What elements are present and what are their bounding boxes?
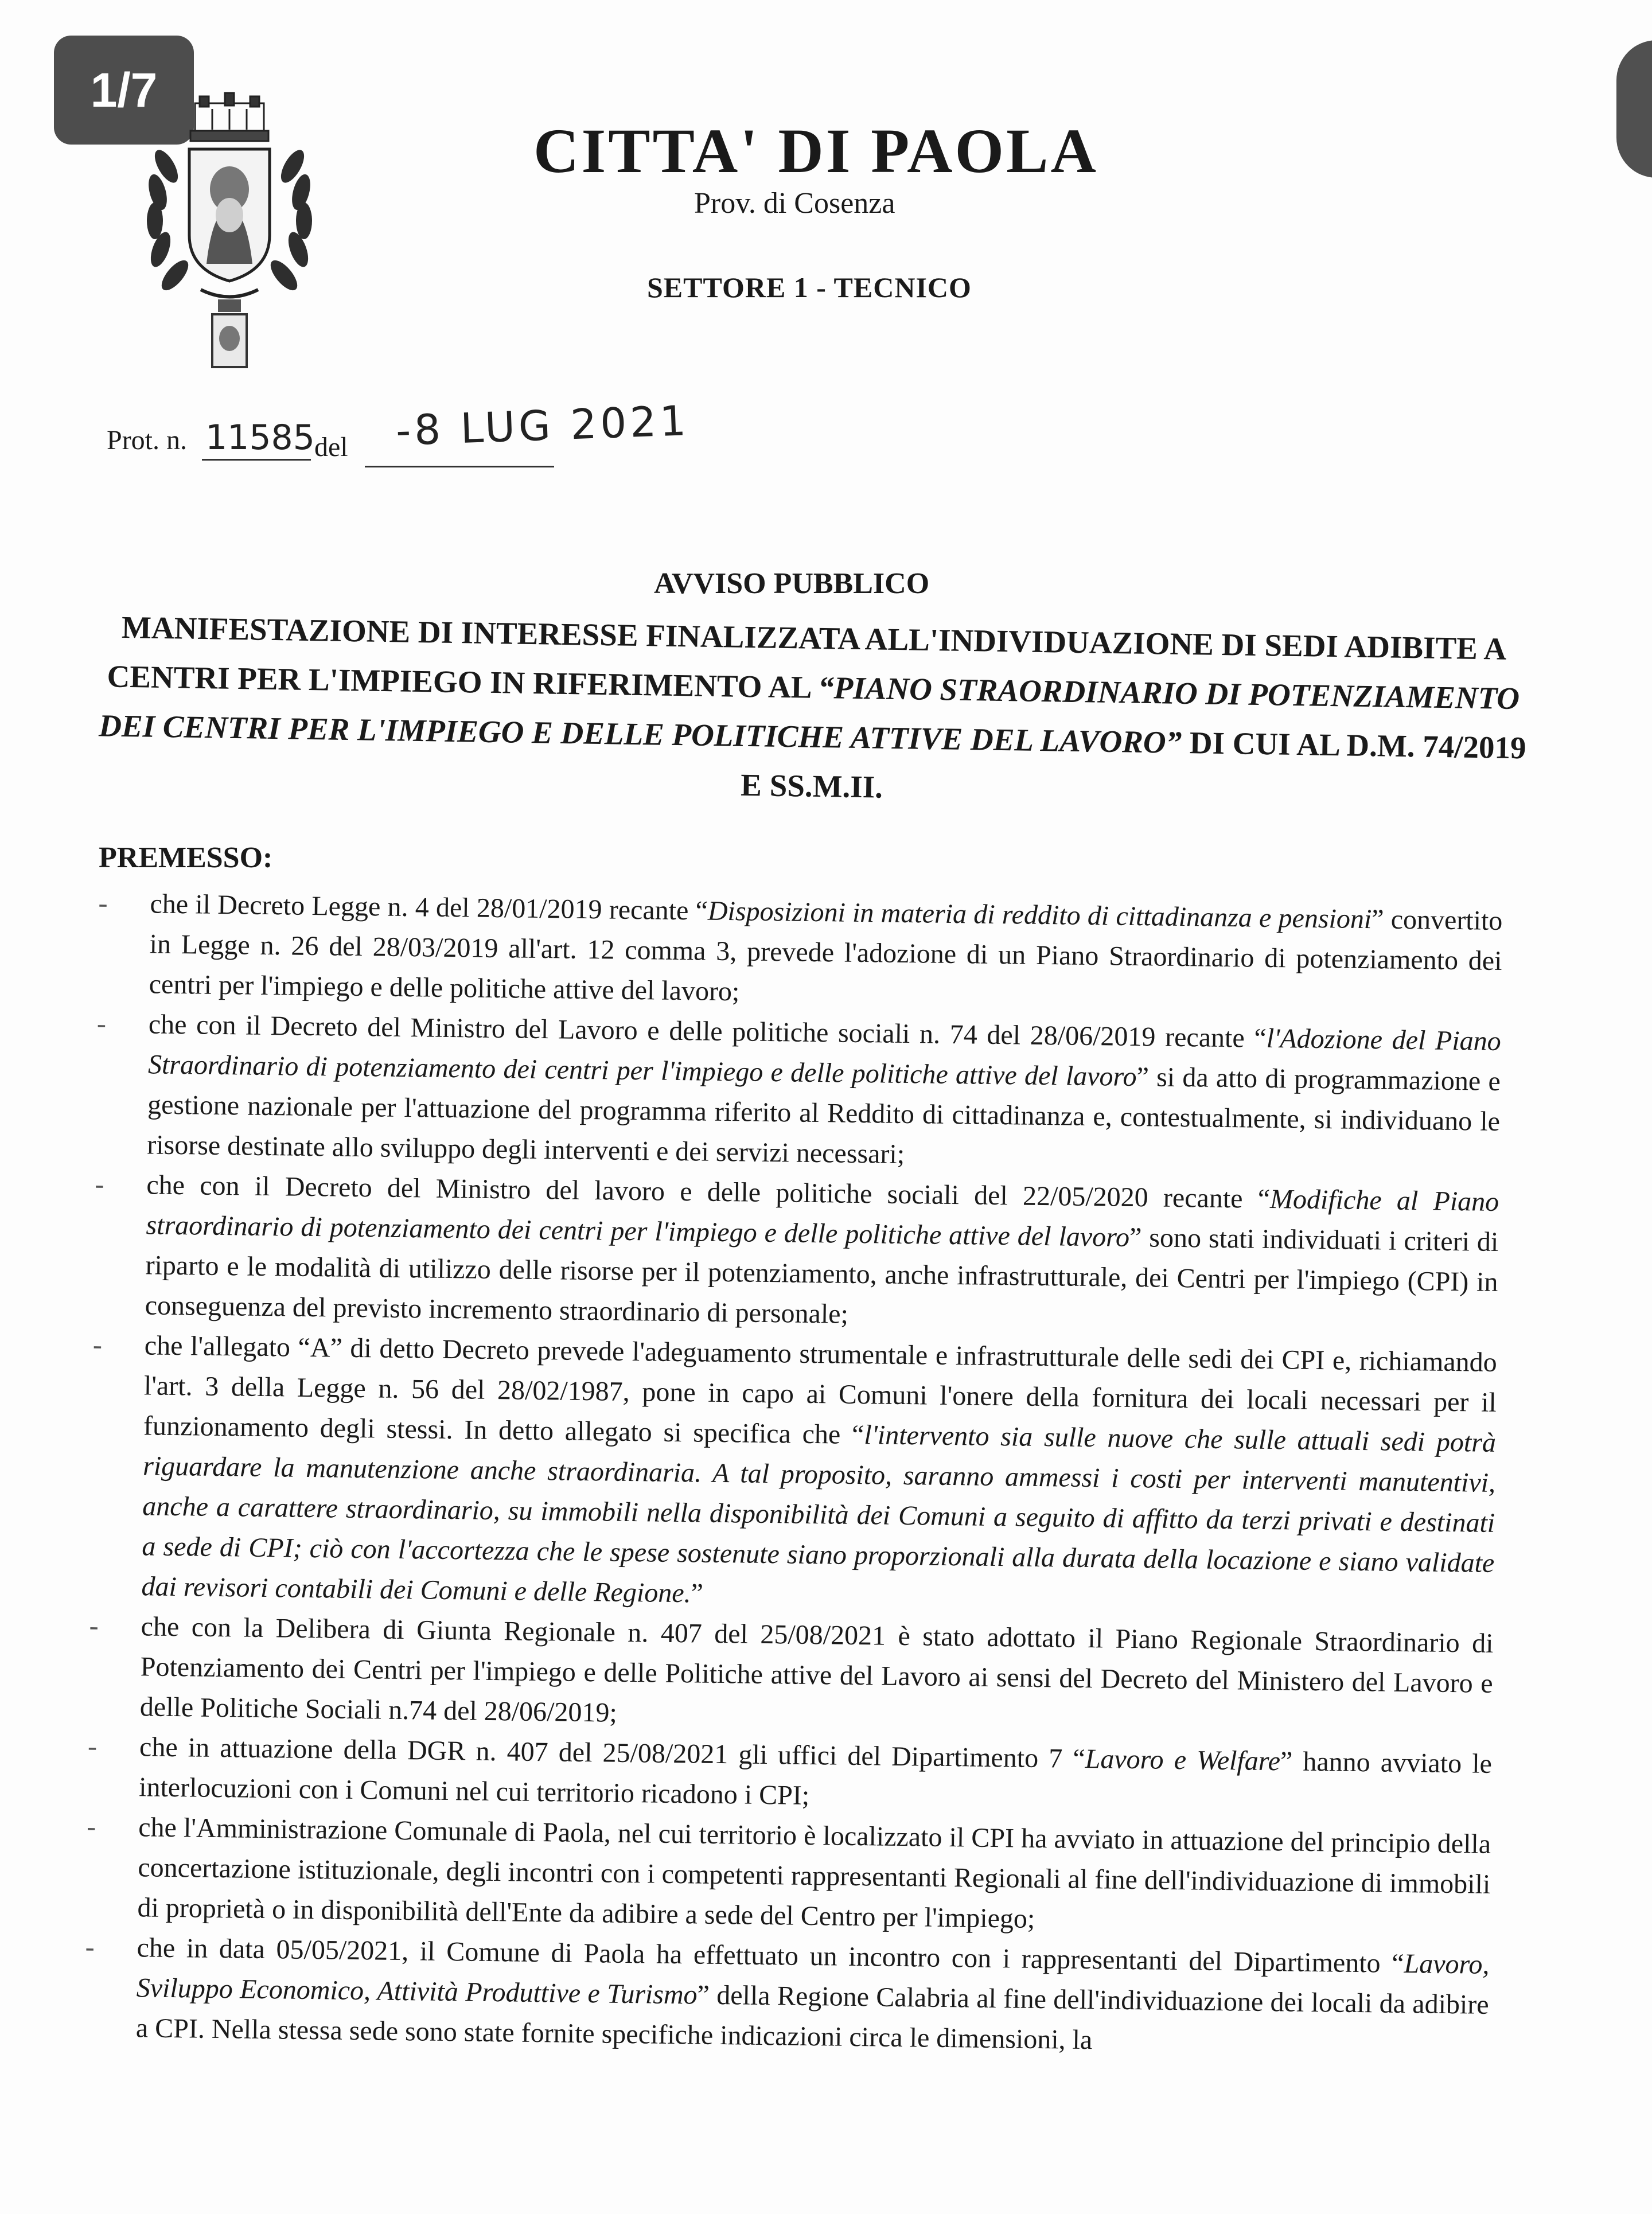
- list-bullet: -: [98, 888, 108, 919]
- clause-text-end: ” si da atto di programmazione e gestione nazionale per l'attuazione del programma riferito al Reddito di cittadinanza e, contestualmente, si individuano le risorse destinate allo sviluppo degli interventi e dei servizi necessari;: [146, 1062, 1501, 1170]
- clause-text-end: ”: [691, 1578, 704, 1609]
- list-bullet: -: [89, 1611, 99, 1642]
- list-item: [73, 1807, 1491, 1945]
- clause-text: che l'allegato “A” di detto Decreto prevede l'adeguamento strumentale e infrastrutturale delle sedi dei CPI e, richiamando l'art. 3 della Legge n. 56 del 28/02/1987, pone in capo ai Comuni l'onere della fornitura dei locali necessari per il funzionamento degli stessi. In detto allegato si specifica che “: [143, 1330, 1498, 1451]
- list-bullet: -: [87, 1811, 96, 1842]
- sector-label: SETTORE 1 - TECNICO: [647, 271, 972, 303]
- notice-kind: AVVISO PUBBLICO: [654, 567, 930, 600]
- notice-heading-italic: “PIANO STRAORDINARIO DI POTENZIAMENTO DEI CENTRI PER L'IMPIEGO E DELLE POLITICHE ATTIVE DEL LAVORO”: [98, 669, 1520, 760]
- clause-text: che in attuazione della DGR n. 407 del 25/08/2021 gli uffici del Dipartimento 7 “: [139, 1732, 1086, 1775]
- next-page-button[interactable]: [1616, 40, 1652, 178]
- list-bullet: -: [96, 1008, 107, 1039]
- document-title: CITTA' DI PAOLA: [533, 116, 1098, 186]
- list-item: [76, 1606, 1494, 1744]
- notice-heading-part-1: MANIFESTAZIONE DI INTERESSE FINALIZZATA ALL'INDIVIDUAZIONE DI SEDI ADIBITE A CENTRI PER L'IMPIEGO IN RIFERIMENTO AL: [107, 609, 1507, 705]
- protocol-date-stamp: -8 LUG 2021: [395, 396, 691, 455]
- list-bullet: -: [85, 1932, 95, 1963]
- clause-text: che l'Amministrazione Comunale di Paola, nel cui territorio è localizzato il CPI ha avviato in attuazione del principio della concertazione istituzionale, degli incontri con i competenti rappresentanti Regionali al fine dell'individuazione di immobili di proprietà o in disponibilità dell'Ente da adibire a sede del Centro per l'impiego;: [137, 1812, 1491, 1934]
- clause-text-end: ” hanno avviato le interlocuzioni con i Comuni nel cui territorio ricadono i CPI;: [138, 1746, 1493, 1811]
- list-bullet: -: [87, 1731, 98, 1762]
- list-item: [83, 1004, 1501, 1182]
- clause-text: che in data 05/05/2021, il Comune di Paola ha effettuato un incontro con i rappresentanti del Dipartimento “: [137, 1932, 1404, 1979]
- list-item: [77, 1325, 1497, 1624]
- list-bullet: -: [95, 1169, 104, 1200]
- list-item: [84, 883, 1502, 1022]
- page-counter-badge: 1/7: [54, 36, 194, 145]
- clause-italic-text: Lavoro, Sviluppo Economico, Attività Produttive e Turismo: [136, 1948, 1490, 2010]
- clause-italic-text: l'intervento sia sulle nuove che sulle attuali sedi potrà riguardare la manutenzione anche straordinaria. A tal proposito, saranno ammessi i costi per interventi manutentivi, anche a carattere straordinario, su immobili nella disponibilità dei Comuni a seguito di affitto da terzi privati e destinati a sede di CPI; ciò con l'accortezza che le spese sostenute siano proporzionali alla durata della locazione e siano validate dai revisori contabili dei Comuni e delle Regione.: [141, 1420, 1497, 1609]
- municipal-coat-of-arms-icon: [126, 92, 333, 390]
- protocol-date-underline: [365, 466, 554, 467]
- clause-text: che con il Decreto del Ministro del lavoro e delle politiche sociali del 22/05/2020 recante “: [146, 1170, 1271, 1214]
- list-item: [71, 1927, 1489, 2065]
- protocol-label: Prot. n.: [107, 425, 188, 455]
- protocol-del-label: del: [314, 432, 348, 462]
- clause-italic-text: Disposizioni in materia di reddito di cittadinanza e pensioni: [707, 895, 1372, 935]
- protocol-number-underline: [202, 459, 311, 461]
- clause-text: che il Decreto Legge n. 4 del 28/01/2019 recante “: [150, 888, 708, 926]
- clause-italic-text: Modifiche al Piano straordinario di potenziamento dei centri per l'impiego e delle politiche attive del lavoro: [146, 1183, 1499, 1253]
- list-item: [80, 1164, 1499, 1343]
- notice-heading: [89, 602, 1537, 823]
- clause-text: che con la Delibera di Giunta Regionale n. 407 del 25/08/2021 è stato adottato il Piano Regionale Straordinario di Potenziamento dei Centri per l'impiego e delle Politiche attive del Lavoro ai sensi del Decreto del Ministero del Lavoro e delle Politiche Sociali n.74 del 28/06/2019;: [139, 1611, 1494, 1728]
- premesso-label: PREMESSO:: [99, 841, 273, 874]
- clause-italic-text: Lavoro e Welfare: [1085, 1744, 1281, 1777]
- premesso-clause-list: [71, 883, 1502, 2065]
- protocol-number: 11585: [205, 418, 315, 458]
- notice-heading-part-2: DI CUI AL D.M. 74/2019 E SS.M.II.: [740, 724, 1527, 805]
- province-subtitle: Prov. di Cosenza: [694, 187, 895, 220]
- clause-text: che con il Decreto del Ministro del Lavoro e delle politiche sociali n. 74 del 28/06/2019 recante “: [148, 1009, 1267, 1054]
- clause-text-end: ” della Regione Calabria al fine dell'individuazione dei locali da adibire a CPI. Nella stessa sede sono state fornite specifiche indicazioni circa le dimensioni, la: [135, 1979, 1489, 2056]
- clause-text-end: ” sono stati individuati i criteri di riparto e le modalità di utilizzo delle risorse per il potenziamento, anche infrastrutturale, dei Centri per l'impiego (CPI) in conseguenza del previsto incremento straordinario di personale;: [145, 1222, 1499, 1330]
- clause-italic-text: l'Adozione del Piano Straordinario di potenziamento dei centri per l'impiego e delle politiche attive del lavoro: [147, 1023, 1502, 1093]
- clause-text-end: ” convertito in Legge n. 26 del 28/03/2019 all'art. 12 comma 3, prevede l'adozione di un Piano Straordinario di potenziamento dei centri per l'impiego e delle politiche attive del lavoro;: [149, 904, 1503, 1007]
- list-bullet: -: [92, 1330, 103, 1361]
